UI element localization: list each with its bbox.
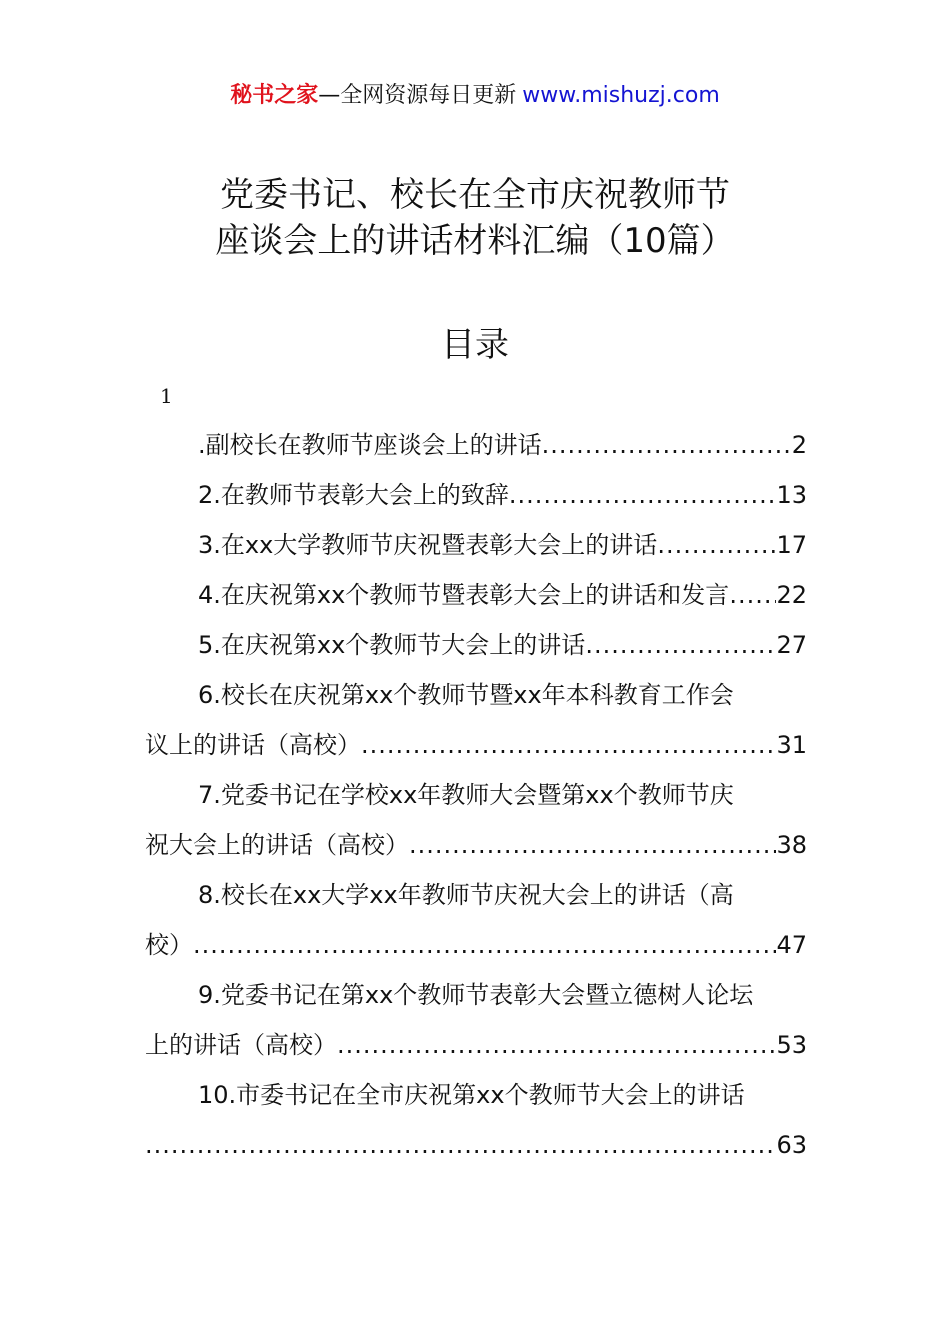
toc-page-number: 27 xyxy=(776,631,807,659)
toc-entry-line xyxy=(145,520,807,570)
toc-entry[interactable] xyxy=(145,770,807,870)
toc-entry-line xyxy=(145,470,807,520)
toc-entry-line xyxy=(145,820,807,870)
toc-entry[interactable] xyxy=(145,620,807,670)
toc-page-number: 47 xyxy=(776,931,807,959)
toc-entry-line xyxy=(145,670,807,720)
toc-leader-dots xyxy=(729,570,776,620)
title-line-2: 座谈会上的讲话材料汇编（10篇） xyxy=(215,221,735,261)
toc-leader-dots xyxy=(409,820,776,870)
toc-entry-title: 校） xyxy=(145,931,193,959)
toc-entry-title: 5.在庆祝第xx个教师节大会上的讲话 xyxy=(198,631,586,659)
toc-entry-title: 上的讲话（高校） xyxy=(145,1031,337,1059)
toc-entry[interactable] xyxy=(145,1070,807,1170)
toc-entry-title: 7.党委书记在学校xx年教师大会暨第xx个教师节庆 xyxy=(198,781,734,809)
toc-entry-title: 祝大会上的讲话（高校） xyxy=(145,831,409,859)
brand-name: 秘书之家 xyxy=(230,83,319,108)
toc-entry-line xyxy=(145,1070,807,1120)
toc-page-number: 38 xyxy=(776,831,807,859)
table-of-contents xyxy=(145,420,807,1170)
toc-entry-line xyxy=(145,970,807,1020)
toc-entry[interactable] xyxy=(145,970,807,1070)
toc-entry-line xyxy=(145,720,807,770)
toc-leader-dots xyxy=(657,520,776,570)
toc-entry[interactable] xyxy=(145,570,807,620)
toc-entry[interactable] xyxy=(145,870,807,970)
toc-entry[interactable] xyxy=(145,670,807,770)
toc-entry-line xyxy=(145,1020,807,1070)
toc-entry-title: 6.校长在庆祝第xx个教师节暨xx年本科教育工作会 xyxy=(198,681,734,709)
toc-entry-line xyxy=(145,420,807,470)
toc-entry[interactable] xyxy=(145,420,807,470)
title-line-1: 党委书记、校长在全市庆祝教师节 xyxy=(220,175,730,215)
toc-page-number: 13 xyxy=(776,481,807,509)
toc-page-number: 31 xyxy=(776,731,807,759)
stray-number: 1 xyxy=(160,384,173,408)
toc-page-number: 22 xyxy=(776,581,807,609)
document-title xyxy=(0,172,950,264)
toc-leader-dots xyxy=(361,720,776,770)
site-url-link[interactable]: www.mishuzj.com xyxy=(522,83,720,108)
toc-entry-line xyxy=(145,1120,807,1170)
site-header xyxy=(0,80,950,112)
toc-entry-line xyxy=(145,920,807,970)
toc-leader-dots xyxy=(509,470,777,520)
toc-page-number: 2 xyxy=(791,431,807,459)
toc-entry-line xyxy=(145,770,807,820)
toc-entry-title: 8.校长在xx大学xx年教师节庆祝大会上的讲话（高 xyxy=(198,881,734,909)
toc-entry-line xyxy=(145,870,807,920)
toc-entry-line xyxy=(145,620,807,670)
toc-entry-title: 议上的讲话（高校） xyxy=(145,731,361,759)
toc-leader-dots xyxy=(542,420,792,470)
toc-entry-title: 4.在庆祝第xx个教师节暨表彰大会上的讲话和发言 xyxy=(198,581,730,609)
toc-heading: 目录 xyxy=(441,325,509,365)
toc-entry[interactable] xyxy=(145,520,807,570)
toc-entry-title: 10.市委书记在全市庆祝第xx个教师节大会上的讲话 xyxy=(198,1081,745,1109)
toc-leader-dots xyxy=(585,620,776,670)
toc-entry[interactable] xyxy=(145,470,807,520)
toc-entry-line xyxy=(145,570,807,620)
toc-page-number: 63 xyxy=(776,1131,807,1159)
toc-entry-title: 3.在xx大学教师节庆祝暨表彰大会上的讲话 xyxy=(198,531,658,559)
toc-page-number: 53 xyxy=(776,1031,807,1059)
toc-leader-dots xyxy=(337,1020,776,1070)
toc-leader-dots xyxy=(193,920,776,970)
toc-entry-title: 9.党委书记在第xx个教师节表彰大会暨立德树人论坛 xyxy=(198,981,754,1009)
toc-page-number: 17 xyxy=(776,531,807,559)
toc-leader-dots xyxy=(145,1120,776,1170)
toc-entry-title: .副校长在教师节座谈会上的讲话 xyxy=(198,431,542,459)
toc-entry-title: 2.在教师节表彰大会上的致辞 xyxy=(198,481,509,509)
header-tagline: —全网资源每日更新 xyxy=(318,83,517,108)
